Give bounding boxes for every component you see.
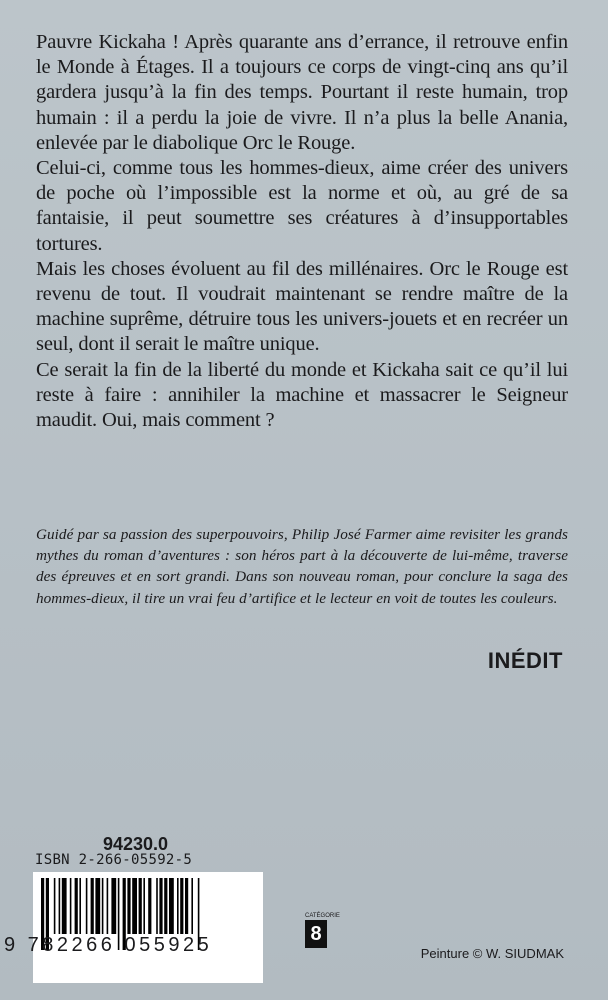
blurb-text [36, 30, 568, 433]
isbn-number: ISBN 2-266-05592-5 [35, 852, 193, 868]
category-number: 8 [305, 920, 327, 948]
barcode-digits: 9 782266 055925 [4, 934, 213, 956]
barcode [33, 872, 263, 983]
cover-art-credit: Peinture © W. SIUDMAK [420, 946, 564, 961]
category-label: CATÉGORIE [305, 913, 340, 919]
blurb-paragraph-2: Celui-ci, comme tous les hommes-dieux, aime créer des univers de poche où l’impossible est la norme et où, au gré de sa fantaisie, il peut soumettre ses créatures à d’insupportables tortures. [36, 157, 568, 255]
inedit-badge: INÉDIT [487, 648, 563, 673]
barcode-bars-icon [33, 872, 263, 983]
blurb-paragraph-1: Pauvre Kickaha ! Après quarante ans d’errance, il retrouve enfin le Monde à Étages. Il a toujours ce corps de vingt-cinq ans qu’il gardera jusqu’à la fin des temps. Pourtant il reste humain, trop humain : il a perdu la joie de vivre. Il n’a plus la belle Anania, enlevée par le diabolique Orc le Rouge. [36, 31, 568, 154]
blurb-paragraph-4: Ce serait la fin de la liberté du monde et Kickaha sait ce qu’il lui reste à faire : annihiler la machine et massacrer le Seigneur maudit. Oui, mais comment ? [36, 358, 568, 432]
author-note: Guidé par sa passion des superpouvoirs, Philip José Farmer aime revisiter les grands mythes du roman d’aventures : son héros part à la découverte de lui-même, traverse des épreuves et en sort grandi. Dans son nouveau roman, pour conclure la saga des hommes-dieux, il tire un vrai feu d’artifice et le lecteur en voit de toutes les couleurs. [36, 526, 568, 607]
blurb-paragraph-3: Mais les choses évoluent au fil des millénaires. Orc le Rouge est revenu de tout. Il voudrait maintenant se rendre maître de la machine suprême, détruire tous les univers-jouets et en recréer un seul, dont il serait le maître unique. [36, 257, 568, 356]
product-code: 94230.0 [103, 834, 169, 854]
category-box [305, 913, 340, 948]
